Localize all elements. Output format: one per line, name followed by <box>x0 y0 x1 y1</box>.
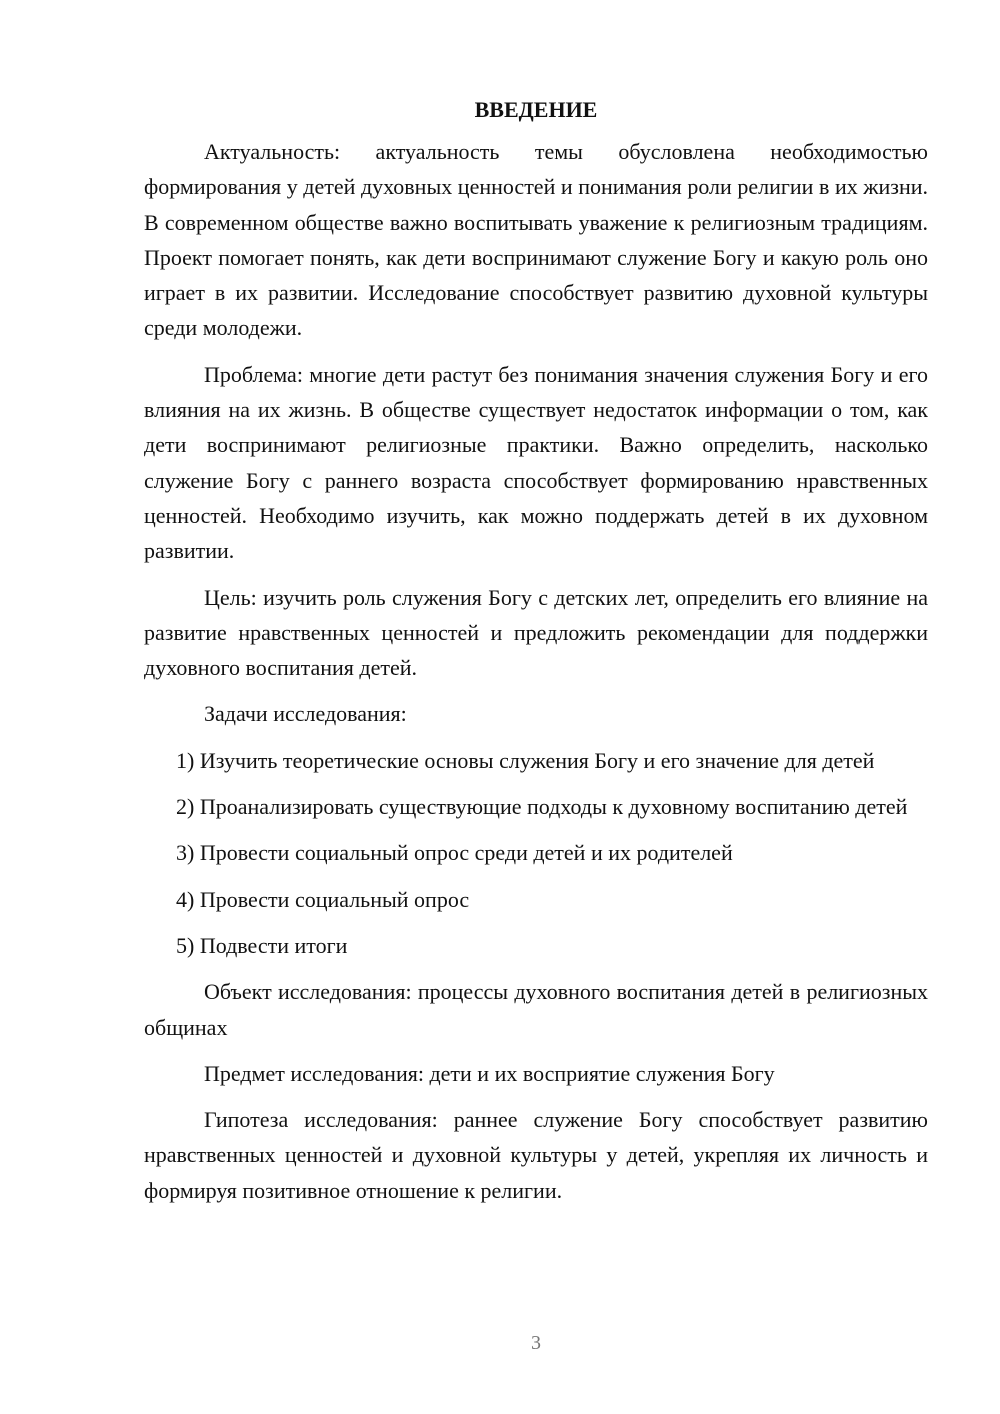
problem-paragraph: Проблема: многие дети растут без понимания значения служения Богу и его влияния на их жизнь. В обществе существует недостаток информации о том, как дети воспринимают религиозные практики. Важно определить, насколько служение Богу с раннего возраста способствует формированию нравственных ценностей. Необходимо изучить, как можно поддержать детей в их духовном развитии. <box>144 361 928 564</box>
goal-paragraph: Цель: изучить роль служения Богу с детских лет, определить его влияние на развитие нравственных ценностей и предложить рекомендации для поддержки духовного воспитания детей. <box>144 584 928 681</box>
list-item: 1) Изучить теоретические основы служения Богу и его значение для детей <box>176 747 875 773</box>
tasks-list <box>144 743 928 963</box>
subject-paragraph: Предмет исследования: дети и их восприятие служения Богу <box>204 1060 775 1086</box>
list-item: 2) Проанализировать существующие подходы к духовному воспитанию детей <box>176 794 908 820</box>
list-item: 5) Подвести итоги <box>176 932 348 958</box>
relevance-paragraph: Актуальность: актуальность темы обусловлена необходимостью формирования у детей духовных ценностей и понимания роли религии в их жизни. В современном обществе важно воспитывать уважение к религиозным традициям. Проект помогает понять, как дети воспринимают служение Богу и какую роль оно играет в их развитии. Исследование способствует развитию духовной культуры среди молодежи. <box>144 139 928 341</box>
list-item: 3) Провести социальный опрос среди детей и их родителей <box>176 840 733 866</box>
page-number: 3 <box>531 1332 541 1354</box>
object-paragraph: Объект исследования: процессы духовного воспитания детей в религиозных общинах <box>144 979 928 1040</box>
page-title: ВВЕДЕНИЕ <box>474 97 598 122</box>
tasks-heading: Задачи исследования: <box>204 701 407 727</box>
hypothesis-paragraph: Гипотеза исследования: раннее служение Богу способствует развитию нравственных ценностей и духовной культуры у детей, укрепляя их личность и формируя позитивное отношение к религии. <box>144 1107 928 1203</box>
document-page <box>144 92 928 1219</box>
list-item: 4) Провести социальный опрос <box>176 886 470 912</box>
